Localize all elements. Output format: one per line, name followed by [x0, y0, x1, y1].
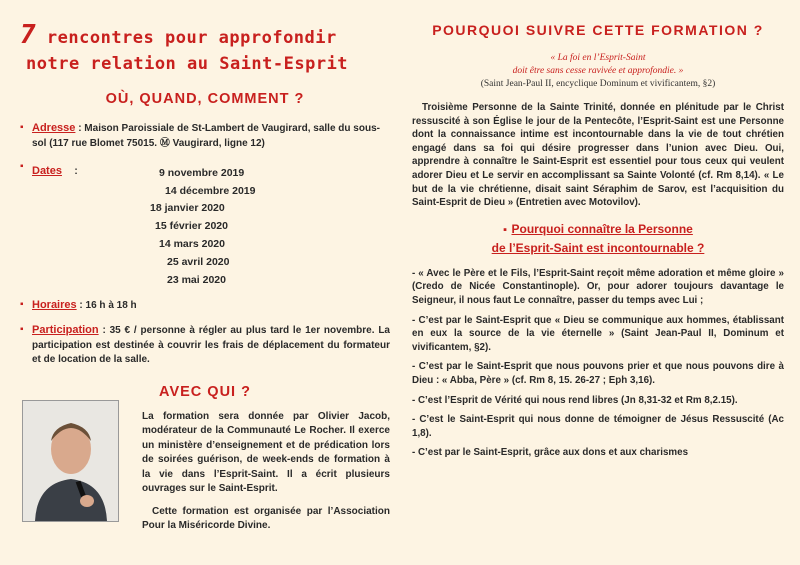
title-line2: notre relation au Saint-Esprit	[26, 54, 349, 74]
adresse-block	[20, 121, 390, 151]
participation-label: Participation	[32, 324, 99, 336]
bullet-icon: ▪	[20, 122, 24, 133]
horaires-block	[20, 298, 390, 314]
date-item: 15 février 2020	[155, 219, 228, 232]
quote-line1: « La foi en l’Esprit-Saint	[550, 53, 646, 63]
dates-label: Dates	[32, 165, 62, 177]
dates-block	[20, 161, 390, 298]
section-heading-why: POURQUOI SUIVRE CETTE FORMATION ?	[432, 22, 764, 38]
date-item: 25 avril 2020	[167, 255, 230, 268]
subheading-line2: de l’Esprit-Saint est incontournable ?	[491, 240, 705, 255]
date-item: 18 janvier 2020	[150, 201, 225, 214]
subheading-line1: Pourquoi connaître la Personne	[511, 221, 693, 236]
quote-citation: (Saint Jean-Paul II, encyclique Dominum et vivificantem, §2)	[480, 79, 716, 89]
bullet-icon: ▪	[20, 161, 24, 172]
bullet-icon: ▪	[20, 298, 24, 310]
date-item: 14 mars 2020	[159, 237, 225, 250]
speaker-portrait-icon	[23, 401, 118, 521]
quote-line2: doit être sans cesse ravivée et approfondie. »	[512, 66, 684, 76]
participation-block	[20, 323, 390, 368]
intro-paragraph: Troisième Personne de la Sainte Trinité, donnée en plénitude par le Christ ressuscité à son Église le jour de la Pentecôte, l’Esprit-Saint est une Personne dont la connaissance intime est incontournable dans la vie de tout chrétien engagé dans sa foi qui désire progresser dans l’union avec Dieu. Oui, apprendre à connaître le Saint-Esprit est essentiel pour tous ceux qui veulent adorer Dieu et Le servir en accomplissant sa Sainte Volonté (cf. Rm 8,14). « Le but de la vie chrétienne, disait saint Séraphim de Sarov, est l’acquisition du Saint-Esprit de Dieu » (Entretien avec Motovilov).	[412, 102, 784, 209]
dates-colon: :	[74, 166, 78, 177]
subheading	[412, 220, 784, 257]
organizer-paragraph: Cette formation est organisée par l’Association Pour la Miséricorde Divine.	[142, 505, 390, 531]
list-item: - C’est par le Saint-Esprit que « Dieu se communique aux hommes, établissant en eux la source de la vie éternelle » (Saint Jean-Paul II, Dominum et vivificantem, §2).	[412, 314, 784, 353]
title-number: 7	[20, 20, 37, 50]
horaires-text: : 16 h à 18 h	[79, 299, 137, 311]
list-item: - « Avec le Père et le Fils, l’Esprit-Saint reçoit même adoration et même gloire » (Credo de Nicée Constantinople). Or, pour adorer toujours davantage le Seigneur, il nous faut Le connaître, passer du temps avec Lui ;	[412, 267, 784, 306]
adresse-text: : Maison Paroissiale de St-Lambert de Vaugirard, salle du sous-sol (117 rue Blomet 75015. Ⓜ Vaugirard, ligne 12)	[32, 123, 380, 149]
date-item: 9 novembre 2019	[159, 166, 245, 179]
horaires-label: Horaires	[32, 298, 77, 311]
reasons-list	[412, 267, 784, 460]
date-item: 23 mai 2020	[167, 273, 226, 286]
section-heading-where: OÙ, QUAND, COMMENT ?	[105, 91, 305, 107]
bullet-icon: ▪	[20, 324, 24, 335]
adresse-label: Adresse	[32, 122, 76, 134]
main-title	[20, 22, 390, 51]
list-item: - C’est par le Saint-Esprit, grâce aux dons et aux charismes	[412, 447, 689, 459]
list-item: - C’est le Saint-Esprit qui nous donne de témoigner de Jésus Ressuscité (Ac 1,8).	[412, 414, 784, 439]
speaker-photo	[22, 400, 119, 522]
participation-text: : 35 € / personne à régler au plus tard le 1er novembre. La participation est destinée à couvrir les frais de déplacement du formateur et de location de la salle.	[32, 325, 390, 365]
quote-block	[412, 52, 784, 78]
list-item: - C’est par le Saint-Esprit que nous pouvons prier et que nous pouvons dire à Dieu : « Abba, Père » (cf. Rm 8, 15. 26-27 ; Eph 3,16).	[412, 361, 784, 386]
right-column	[412, 22, 784, 466]
bullet-icon: ▪	[503, 223, 508, 236]
bio-paragraph: La formation sera donnée par Olivier Jacob, modérateur de la Communauté Le Rocher. Il exerce un ministère d’enseignement et de prédication lors de soirées guérison, de week-ends de formation à la vie dans l’Esprit-Saint. Il a écrit plusieurs ouvrages sur le Saint-Esprit.	[142, 410, 390, 494]
title-line1: rencontres pour approfondir	[46, 28, 337, 48]
date-item: 14 décembre 2019	[165, 184, 256, 197]
section-heading-who: AVEC QUI ?	[159, 383, 251, 400]
list-item: - C’est l’Esprit de Vérité qui nous rend libres (Jn 8,31-32 et Rm 8,2.15).	[412, 394, 738, 406]
